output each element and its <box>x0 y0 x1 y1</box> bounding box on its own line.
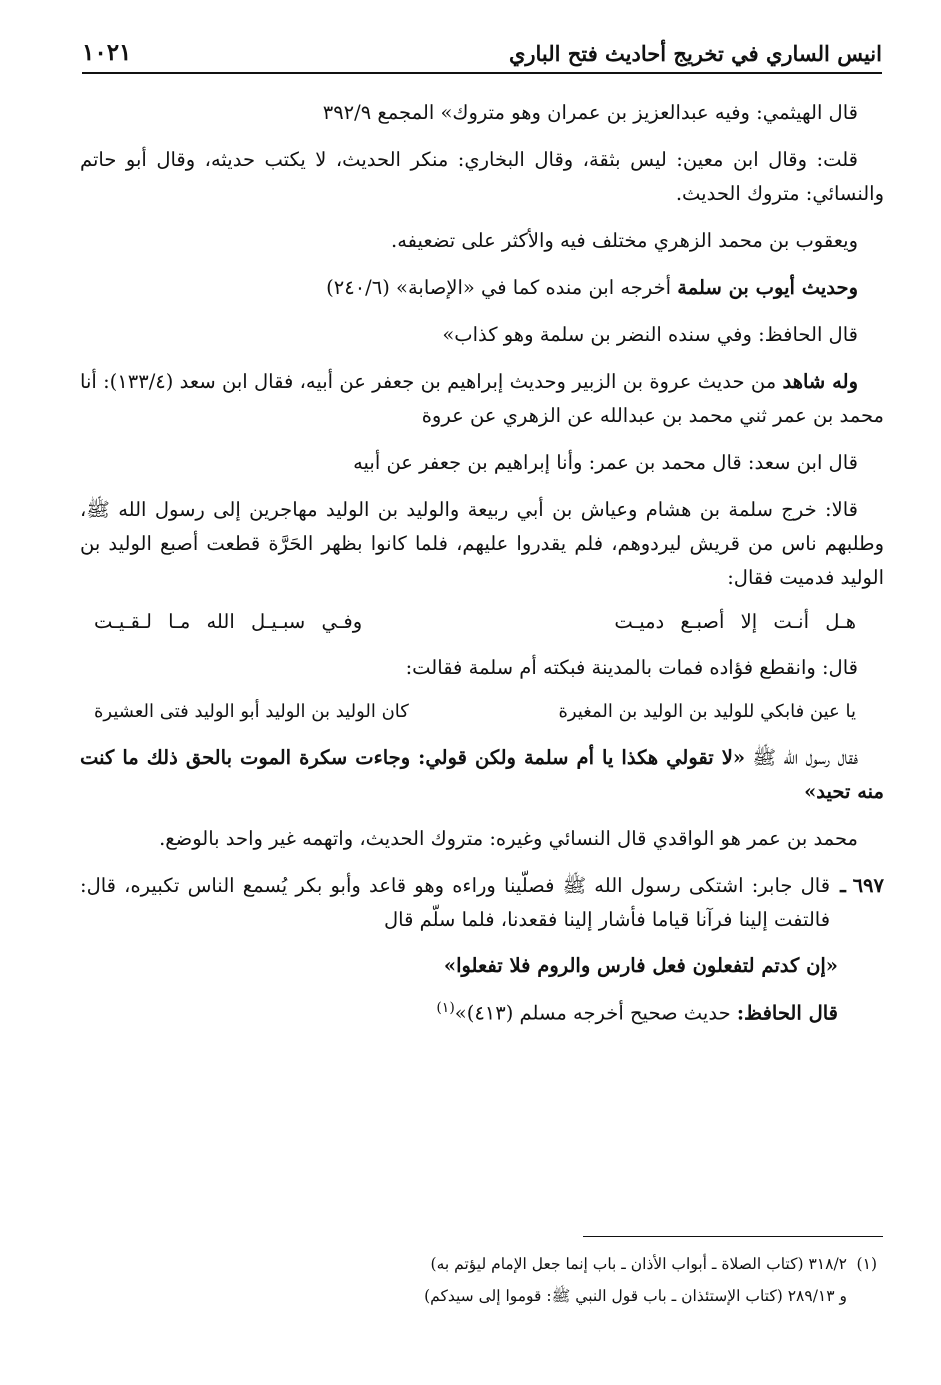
page-header <box>82 28 882 74</box>
footnote-text: و ٢٨٩/١٣ (كتاب الإستئذان ـ باب قول النبي ﷺ: قوموا إلى سيدكم) <box>424 1287 847 1305</box>
paragraph-qultu: قلت: وقال ابن معين: ليس بثقة، وقال البخاري: منكر الحديث، لا يكتب حديثه، وقال أبو حاتم والنسائي: متروك الحديث. <box>80 148 884 205</box>
verse-walid-first: هـل أنـت إلا أصبـع دميـت <box>614 610 856 633</box>
paragraph-ayyub-rest: أخرجه ابن منده كما في «الإصابة» (٢٤٠/٦) <box>326 276 678 299</box>
footnote-divider <box>583 1236 883 1237</box>
hadith-697-hafiz-lead: قال الحافظ: <box>736 1001 838 1025</box>
paragraph-prophet-saying <box>80 741 884 809</box>
paragraph-shahid-rest: من حديث عروة بن الزبير وحديث إبراهيم بن جعفر عن أبيه، فقال ابن سعد (١٣٣/٤): أنا محمد بن عمر ثني محمد بن عبدالله عن الزهري عن عروة <box>80 370 884 427</box>
paragraph-inqata: قال: وانقطع فؤاده فمات بالمدينة فبكته أم سلمة فقالت: <box>405 656 858 679</box>
paragraph-haythami: قال الهيثمي: وفيه عبدالعزيز بن عمران وهو متروك» المجمع ٣٩٢/٩ <box>322 101 858 124</box>
footnote-1-continued <box>97 1280 877 1312</box>
hadith-697-body <box>80 869 830 937</box>
hadith-697-hafiz <box>80 991 884 1031</box>
running-title: انيس الساري في تخريج أحاديث فتح الباري <box>508 41 882 66</box>
paragraph-yaqub: ويعقوب بن محمد الزهري مختلف فيه والأكثر على تضعيفه. <box>391 229 858 252</box>
paragraph-shahid <box>80 365 884 433</box>
hadith-number: ٦٩٧ ـ <box>840 874 884 897</box>
verse-walid <box>80 605 884 639</box>
paragraph-shahid-lead: وله شاهد <box>782 370 858 393</box>
hadith-697-hafiz-rest: حديث صحيح أخرجه مسلم (٤١٣)» <box>454 1001 737 1025</box>
hadith-697-quote: «إن كدتم لتفعلون فعل فارس والروم فلا تفعلوا» <box>443 954 838 977</box>
verse-umm-salama <box>80 695 884 729</box>
paragraph-waqidi: محمد بن عمر هو الواقدي قال النسائي وغيره: متروك الحديث، واتهمه غير واحد بالوضع. <box>159 827 858 850</box>
footnote-1 <box>97 1248 877 1280</box>
paragraph-qala: قالا: خرج سلمة بن هشام وعياش بن أبي ربيعة والوليد بن الوليد مهاجرين إلى رسول الله ﷺ، وطلبهم ناس من قريش ليردوهم، فلم يقدروا عليهم، فلما كانوا بظهر الحَرَّة قطعت أصبع الوليد بن الوليد فدميت فقال: <box>80 498 884 589</box>
footnote-text: ٣١٨/٢ (كتاب الصلاة ـ أبواب الأذان ـ باب إنما جعل الإمام ليؤتم به) <box>430 1255 847 1273</box>
paragraph-ayyub-lead: وحديث أيوب بن سلمة <box>677 276 858 299</box>
verse-umm-salama-second: كان الوليد بن الوليد أبو الوليد فتى العشيرة <box>94 701 409 722</box>
paragraph-ibn-saad: قال ابن سعد: قال محمد بن عمر: وأنا إبراهيم بن جعفر عن أبيه <box>353 451 858 474</box>
paragraph-prophet-saying-quote: «لا تقولي هكذا يا أم سلمة ولكن قولي: وجاءت سكرة الموت بالحق ذلك ما كنت منه تحيد» <box>80 746 884 803</box>
body-text <box>80 96 884 1039</box>
footnote-number: (١) <box>856 1255 877 1273</box>
hadith-697 <box>80 869 884 937</box>
verse-umm-salama-first: يا عين فابكي للوليد بن الوليد بن المغيرة <box>558 701 856 722</box>
page-number: ١٠٢١ <box>82 39 132 66</box>
paragraph-ayyub <box>80 271 884 305</box>
hadith-697-text: قال جابر: اشتكى رسول الله ﷺ فصلّينا وراءه وهو قاعد وأبو بكر يُسمع الناس تكبيره، قال: فالتفت إلينا فرآنا قياما فأشار إلينا فقعدنا، فلما سلّم قال <box>80 874 831 931</box>
paragraph-hafiz-nadr: قال الحافظ: وفي سنده النضر بن سلمة وهو كذاب» <box>442 323 858 346</box>
verse-walid-second: وفـي سبـيـل الله مـا لـقـيـت <box>94 610 363 633</box>
footnote-reference: (١) <box>436 1000 455 1016</box>
paragraph-prophet-saying-lead: فقال رسول الله ﷺ <box>745 746 858 769</box>
footnotes <box>97 1248 877 1312</box>
